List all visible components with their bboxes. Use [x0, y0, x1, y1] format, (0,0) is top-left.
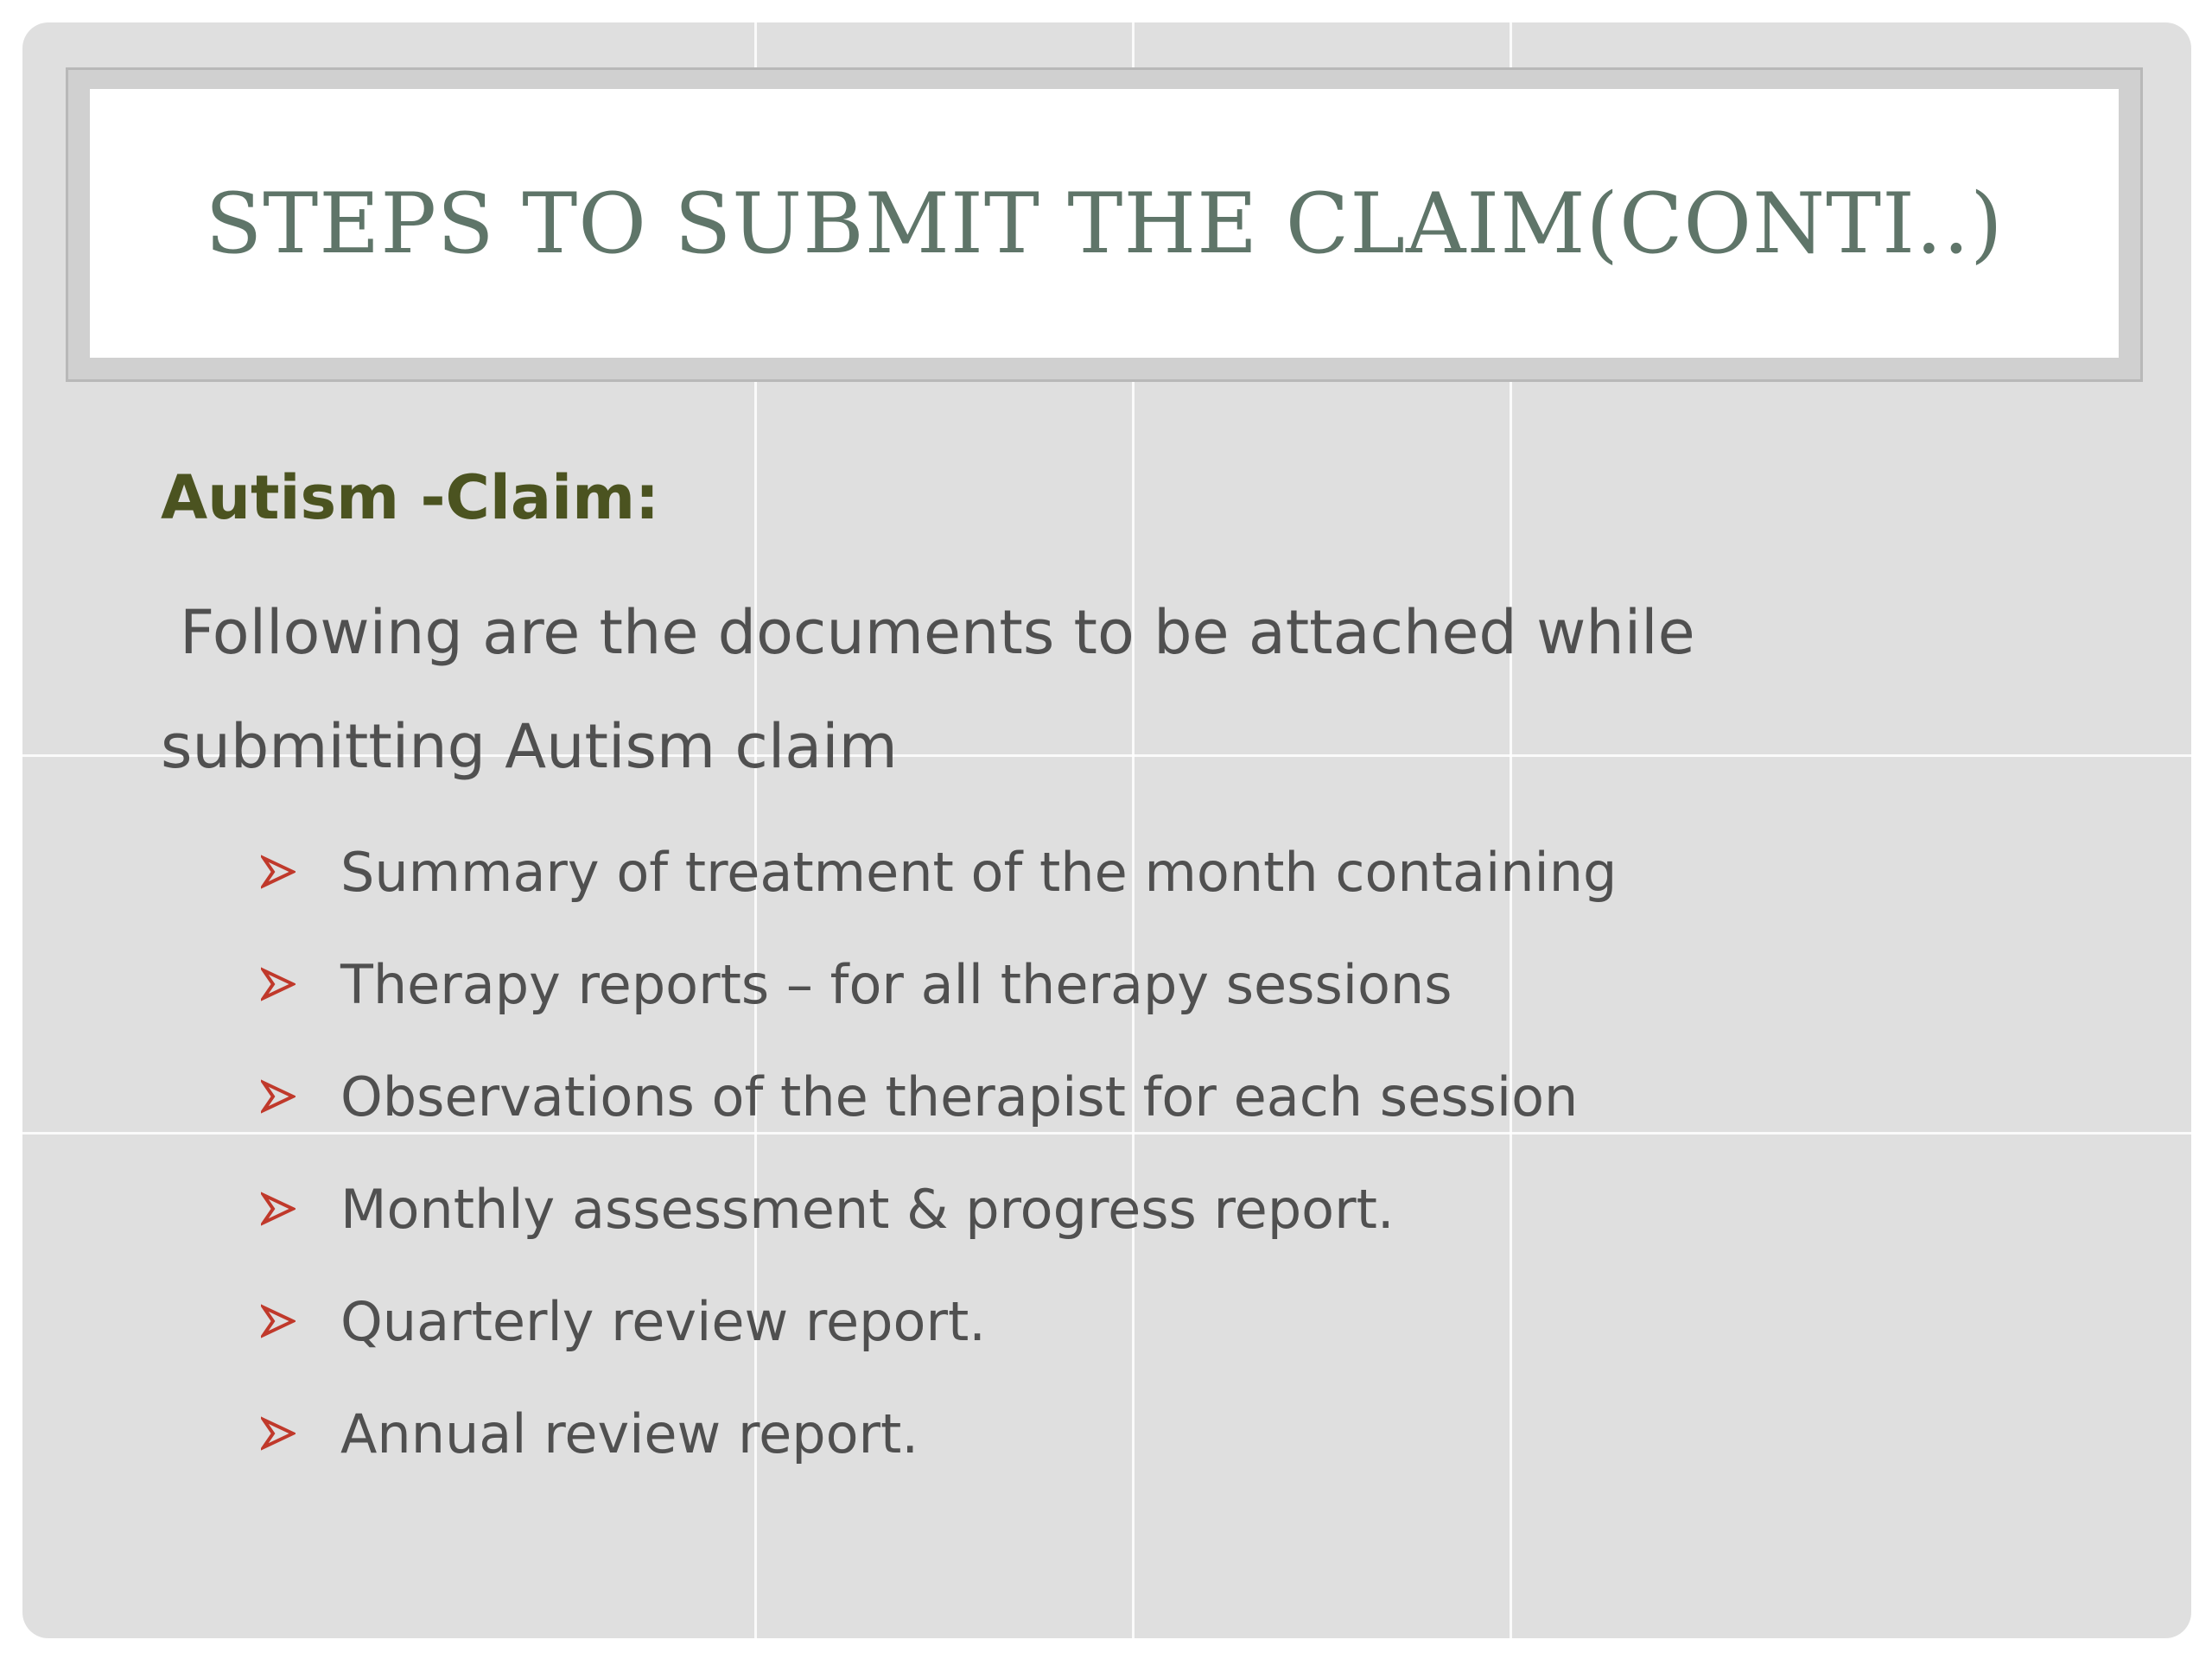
list-item — [261, 1040, 2062, 1153]
list-item-text: Therapy reports – for all therapy sessions — [340, 952, 1452, 1016]
intro-line-1: Following are the documents to be attached while — [180, 597, 1695, 668]
title-frame — [66, 67, 2143, 382]
document-list — [161, 816, 2062, 1490]
slide — [22, 22, 2191, 1638]
arrow-bullet-icon — [261, 1192, 296, 1226]
arrow-bullet-icon — [261, 1079, 296, 1114]
list-item-text: Quarterly review report. — [340, 1289, 986, 1353]
list-item-text: Annual review report. — [340, 1402, 919, 1465]
arrow-bullet-icon — [261, 967, 296, 1001]
intro-paragraph — [161, 575, 2062, 804]
title-box — [90, 89, 2119, 358]
section-subheading: Autism -Claim: — [161, 462, 660, 533]
arrow-bullet-icon — [261, 1304, 296, 1338]
list-item-text: Summary of treatment of the month containing — [340, 840, 1618, 904]
slide-body — [161, 454, 2062, 1490]
list-item — [261, 928, 2062, 1040]
list-item-text: Observations of the therapist for each session — [340, 1065, 1579, 1128]
arrow-bullet-icon — [261, 1416, 296, 1451]
list-item — [261, 1265, 2062, 1377]
list-item — [261, 816, 2062, 928]
list-item-text: Monthly assessment & progress report. — [340, 1177, 1395, 1241]
list-item — [261, 1377, 2062, 1490]
arrow-bullet-icon — [261, 855, 296, 889]
slide-title: STEPS TO SUBMIT THE CLAIM(CONTI..) — [205, 175, 2004, 272]
intro-line-2: submitting Autism claim — [161, 711, 898, 782]
list-item — [261, 1153, 2062, 1265]
